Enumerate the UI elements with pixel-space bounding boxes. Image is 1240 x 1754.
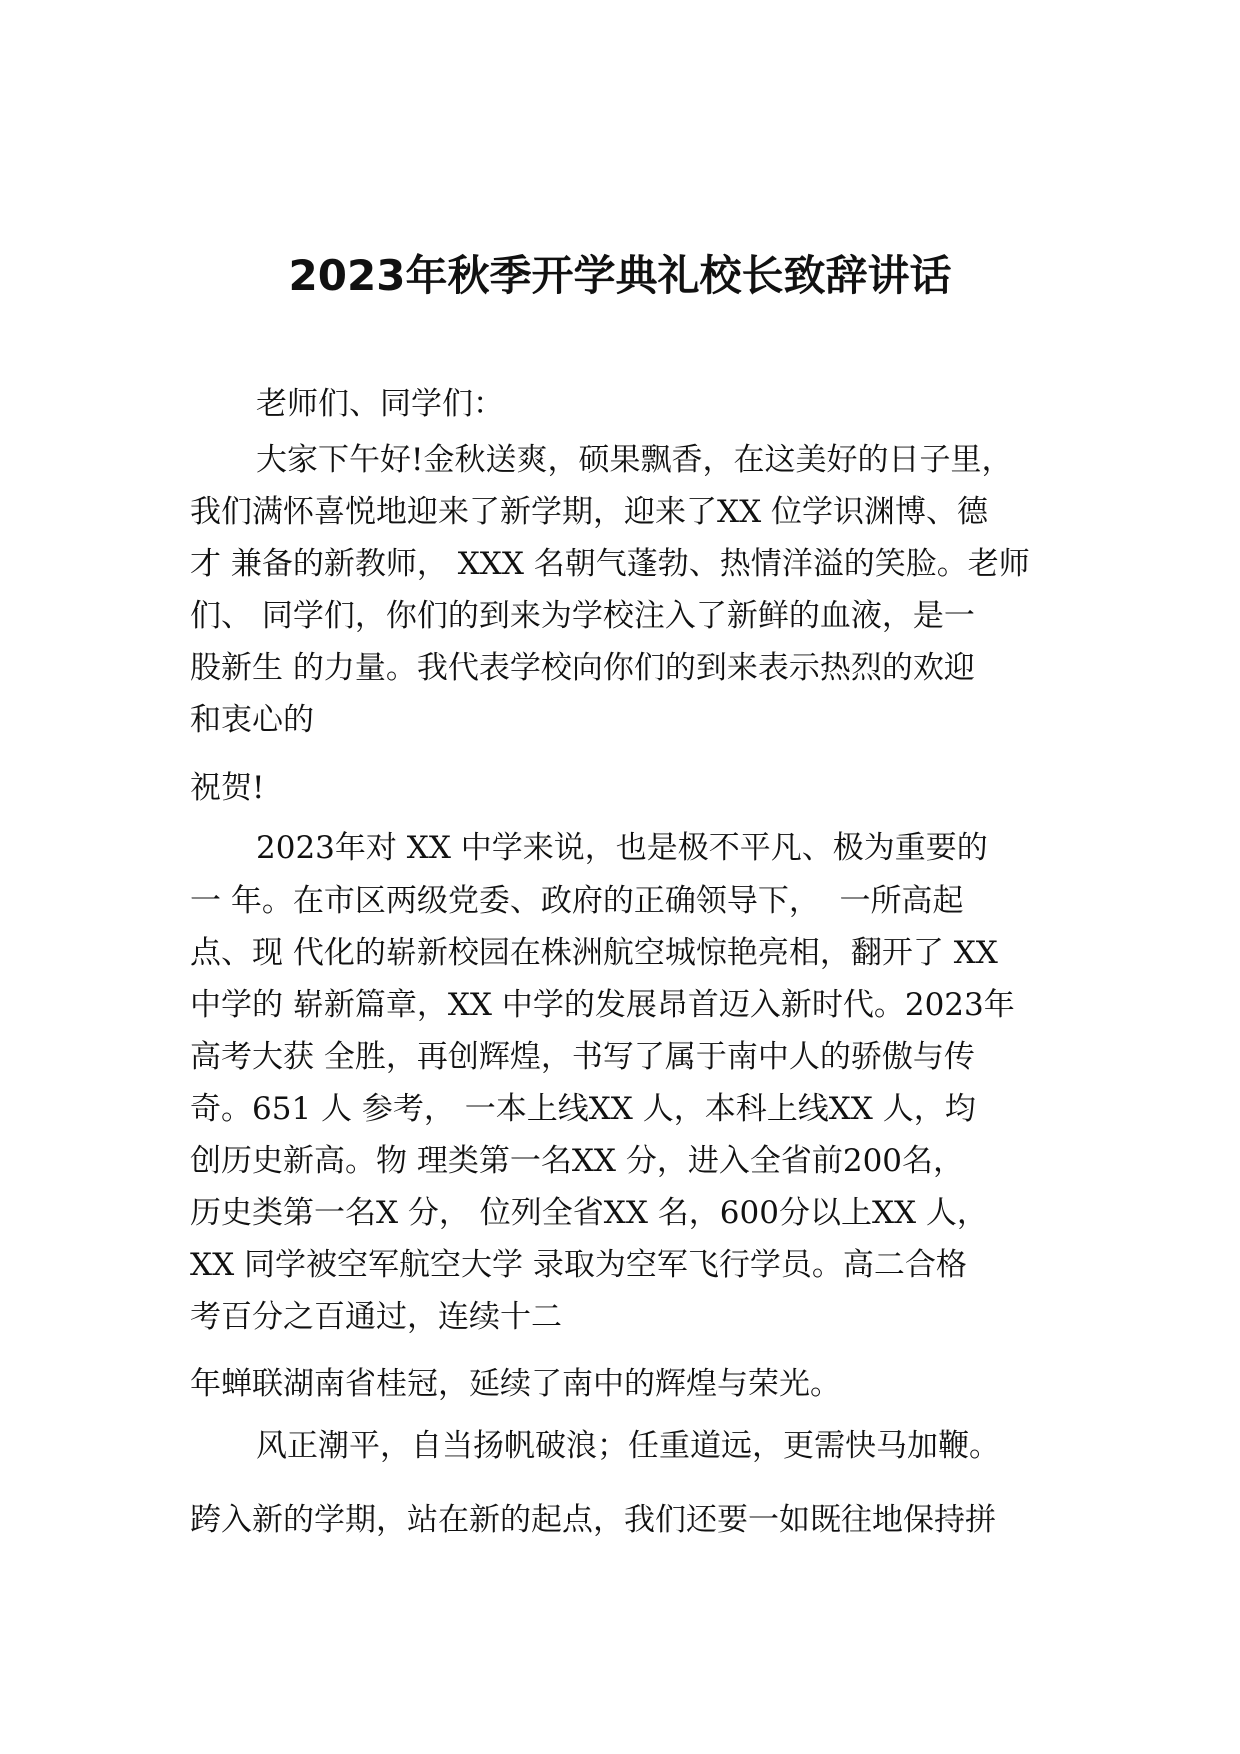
text-line: 高考大获 全胜，再创辉煌，书写了属于南中人的骄傲与传 — [190, 1039, 975, 1075]
text-line: 股新生 的力量。我代表学校向你们的到来表示热烈的欢迎 — [190, 650, 975, 686]
text-line: 风正潮平，自当扬帆破浪；任重道远，更需快马加鞭。 — [256, 1428, 1000, 1464]
text-line: 创历史新高。物 理类第一名XX 分，进入全省前200名， — [190, 1143, 965, 1179]
text-line: 中学的 崭新篇章，XX 中学的发展昂首迈入新时代。2023年 — [190, 987, 1015, 1023]
document-title: 2023年秋季开学典礼校长致辞讲话 — [288, 251, 952, 300]
text-line: 年蝉联湖南省桂冠，延续了南中的辉煌与荣光。 — [190, 1366, 841, 1402]
text-line: 我们满怀喜悦地迎来了新学期，迎来了XX 位学识渊博、德 — [190, 494, 988, 530]
text-line: 们、 同学们，你们的到来为学校注入了新鲜的血液，是一 — [190, 598, 975, 634]
text-line: 祝贺! — [190, 770, 265, 806]
text-line: 2023年对 XX 中学来说，也是极不平凡、极为重要的 — [256, 830, 988, 866]
text-line-salutation: 老师们、同学们： — [256, 386, 504, 422]
text-line: 和衷心的 — [190, 702, 314, 738]
text-line: 奇。651 人 参考， 一本上线XX 人，本科上线XX 人，均 — [190, 1091, 976, 1127]
text-line: 点、现 代化的崭新校园在株洲航空城惊艳亮相，翻开了 XX — [190, 935, 998, 971]
text-line: XX 同学被空军航空大学 录取为空军飞行学员。高二合格 — [190, 1247, 967, 1283]
text-line: 考百分之百通过，连续十二 — [190, 1299, 562, 1335]
text-line: 历史类第一名X 分， 位列全省XX 名，600分以上XX 人， — [190, 1195, 988, 1231]
text-line: 跨入新的学期，站在新的起点，我们还要一如既往地保持拼 — [190, 1502, 996, 1538]
text-line: 才 兼备的新教师， XXX 名朝气蓬勃、热情洋溢的笑脸。老师 — [190, 546, 1030, 582]
text-line: 一 年。在市区两级党委、政府的正确领导下， 一所高起 — [190, 883, 964, 919]
text-line: 大家下午好!金秋送爽，硕果飘香，在这美好的日子里， — [256, 442, 1013, 478]
